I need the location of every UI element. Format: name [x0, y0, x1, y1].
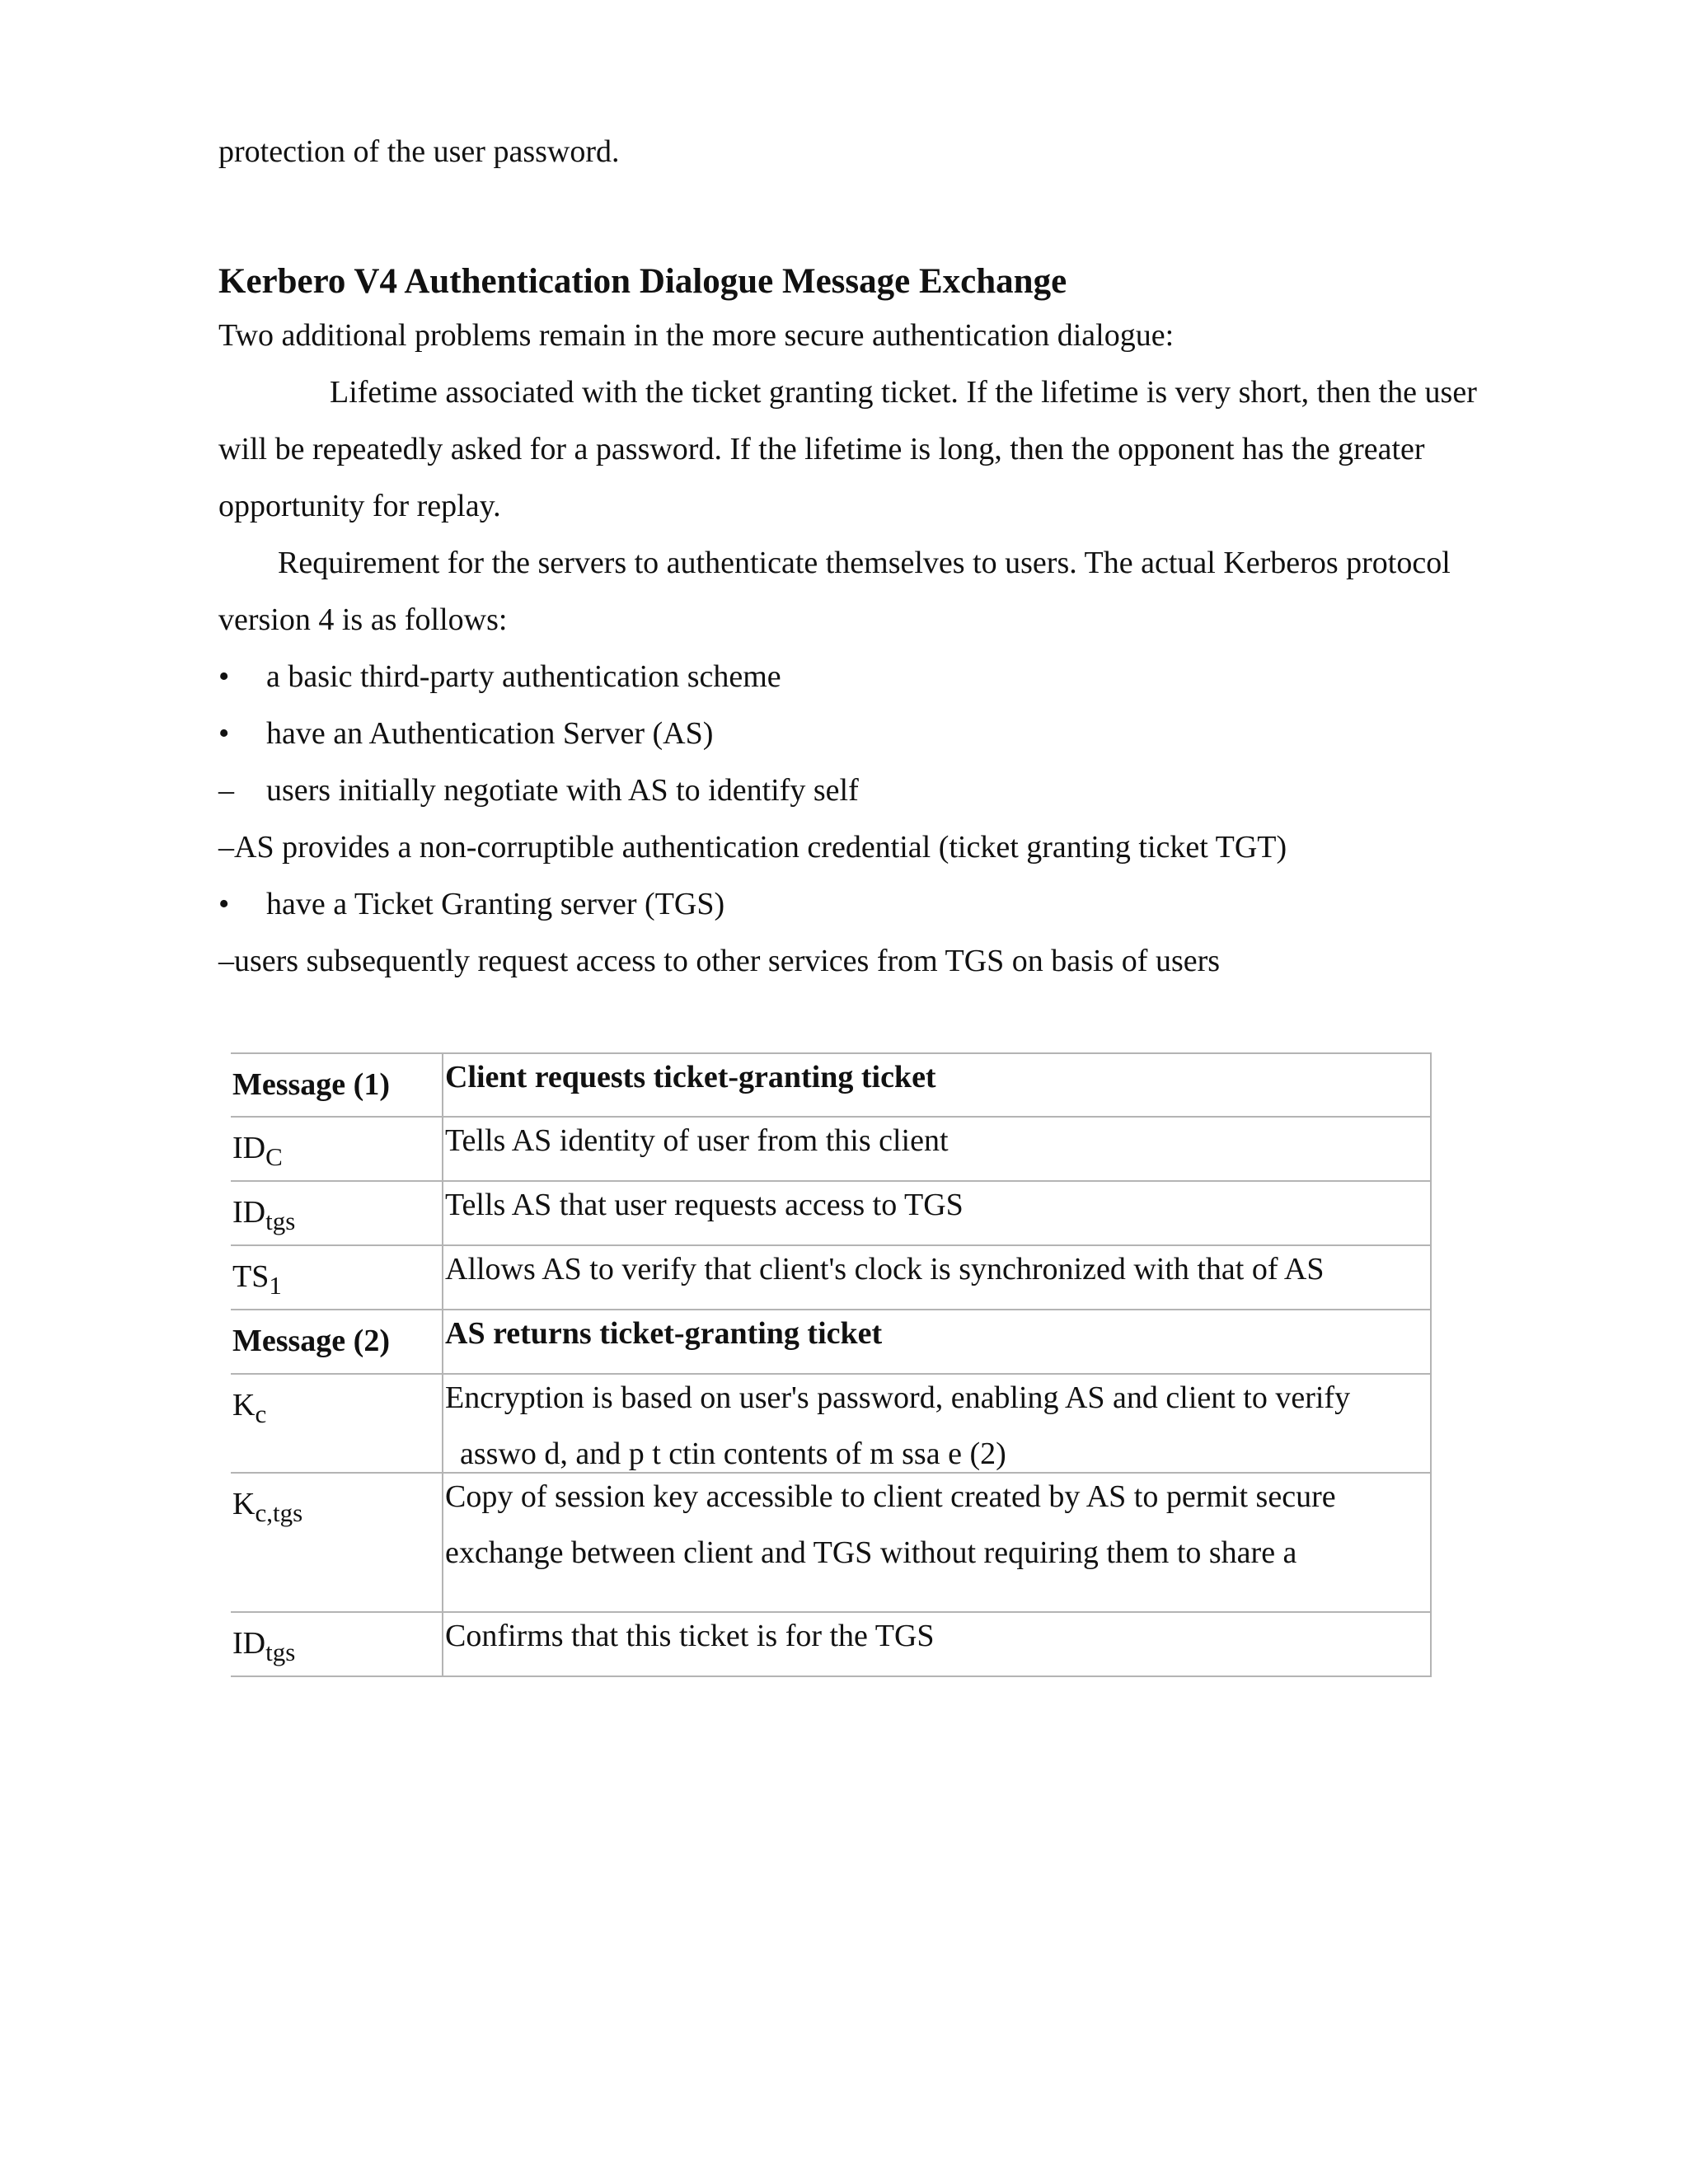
table-row — [231, 1182, 1432, 1246]
table-cell-label: $ID_{tgs}$ — [231, 1182, 443, 1244]
bullet-icon: • — [218, 716, 230, 751]
paragraph-intro: Two additional problems remain in the more secure authentication dialogue: — [218, 318, 1175, 353]
list-item: –users subsequently request access to other services from TGS on basis of users — [218, 944, 1221, 978]
table-cell-description: Client requests ticket-granting ticket — [443, 1054, 1432, 1116]
lifetime-para-line-3: opportunity for replay. — [218, 489, 501, 523]
table-cell-description: Copy of session key accessible to client created by AS to permit secure exchange between client and TGS without requiring them to share a — [443, 1474, 1432, 1611]
list-item: have a Ticket Granting server (TGS) — [266, 887, 725, 921]
table-row — [231, 1054, 1432, 1118]
section-heading: Kerbero V4 Authentication Dialogue Message Exchange — [218, 262, 1067, 301]
intro-line: protection of the user password. — [218, 134, 620, 169]
table-cell-label: $K_{c,tgs}$ — [231, 1474, 443, 1611]
table-cell-description: AS returns ticket-granting ticket — [443, 1310, 1432, 1373]
lifetime-para-line-2: will be repeatedly asked for a password. If the lifetime is long, then the opponent has the greater — [218, 432, 1425, 466]
table-cell-label: $TS_1$ — [231, 1246, 443, 1309]
table-cell-label: $ID_{tgs}$ — [231, 1613, 443, 1675]
table-cell-description: Encryption is based on user's password, enabling AS and client to verify asswo d, and p t ctin contents of m ssa e (2) — [443, 1375, 1432, 1472]
dash-icon: – — [218, 773, 234, 808]
bullet-icon: • — [218, 887, 230, 921]
table-row — [231, 1474, 1432, 1613]
table-cell-description: Tells AS that user requests access to TGS — [443, 1182, 1432, 1244]
table-row — [231, 1613, 1432, 1677]
table-row — [231, 1310, 1432, 1375]
message-table — [231, 1052, 1432, 1677]
table-row — [231, 1246, 1432, 1310]
list-item: users initially negotiate with AS to identify self — [266, 773, 859, 808]
list-item: have an Authentication Server (AS) — [266, 716, 714, 751]
table-cell-description: Tells AS identity of user from this client — [443, 1118, 1432, 1180]
table-cell-description: Allows AS to verify that client's clock is synchronized with that of AS — [443, 1246, 1432, 1309]
table-row — [231, 1118, 1432, 1182]
list-item: –AS provides a non-corruptible authentication credential (ticket granting ticket TGT) — [218, 830, 1287, 865]
requirement-para-line-1: Requirement for the servers to authenticate themselves to users. The actual Kerberos protocol — [278, 546, 1451, 580]
requirement-para-line-2: version 4 is as follows: — [218, 602, 508, 637]
table-cell-description: Confirms that this ticket is for the TGS — [443, 1613, 1432, 1675]
table-cell-label: Message (2) — [231, 1310, 443, 1373]
lifetime-para-line-1: Lifetime associated with the ticket granting ticket. If the lifetime is very short, then the user — [330, 375, 1477, 410]
list-item: a basic third-party authentication scheme — [266, 659, 781, 694]
bullet-icon: • — [218, 659, 230, 694]
table-cell-label: $ID_C$ — [231, 1118, 443, 1180]
table-cell-label: $K_c$ — [231, 1375, 443, 1472]
table-row — [231, 1375, 1432, 1474]
table-cell-label: Message (1) — [231, 1054, 443, 1116]
